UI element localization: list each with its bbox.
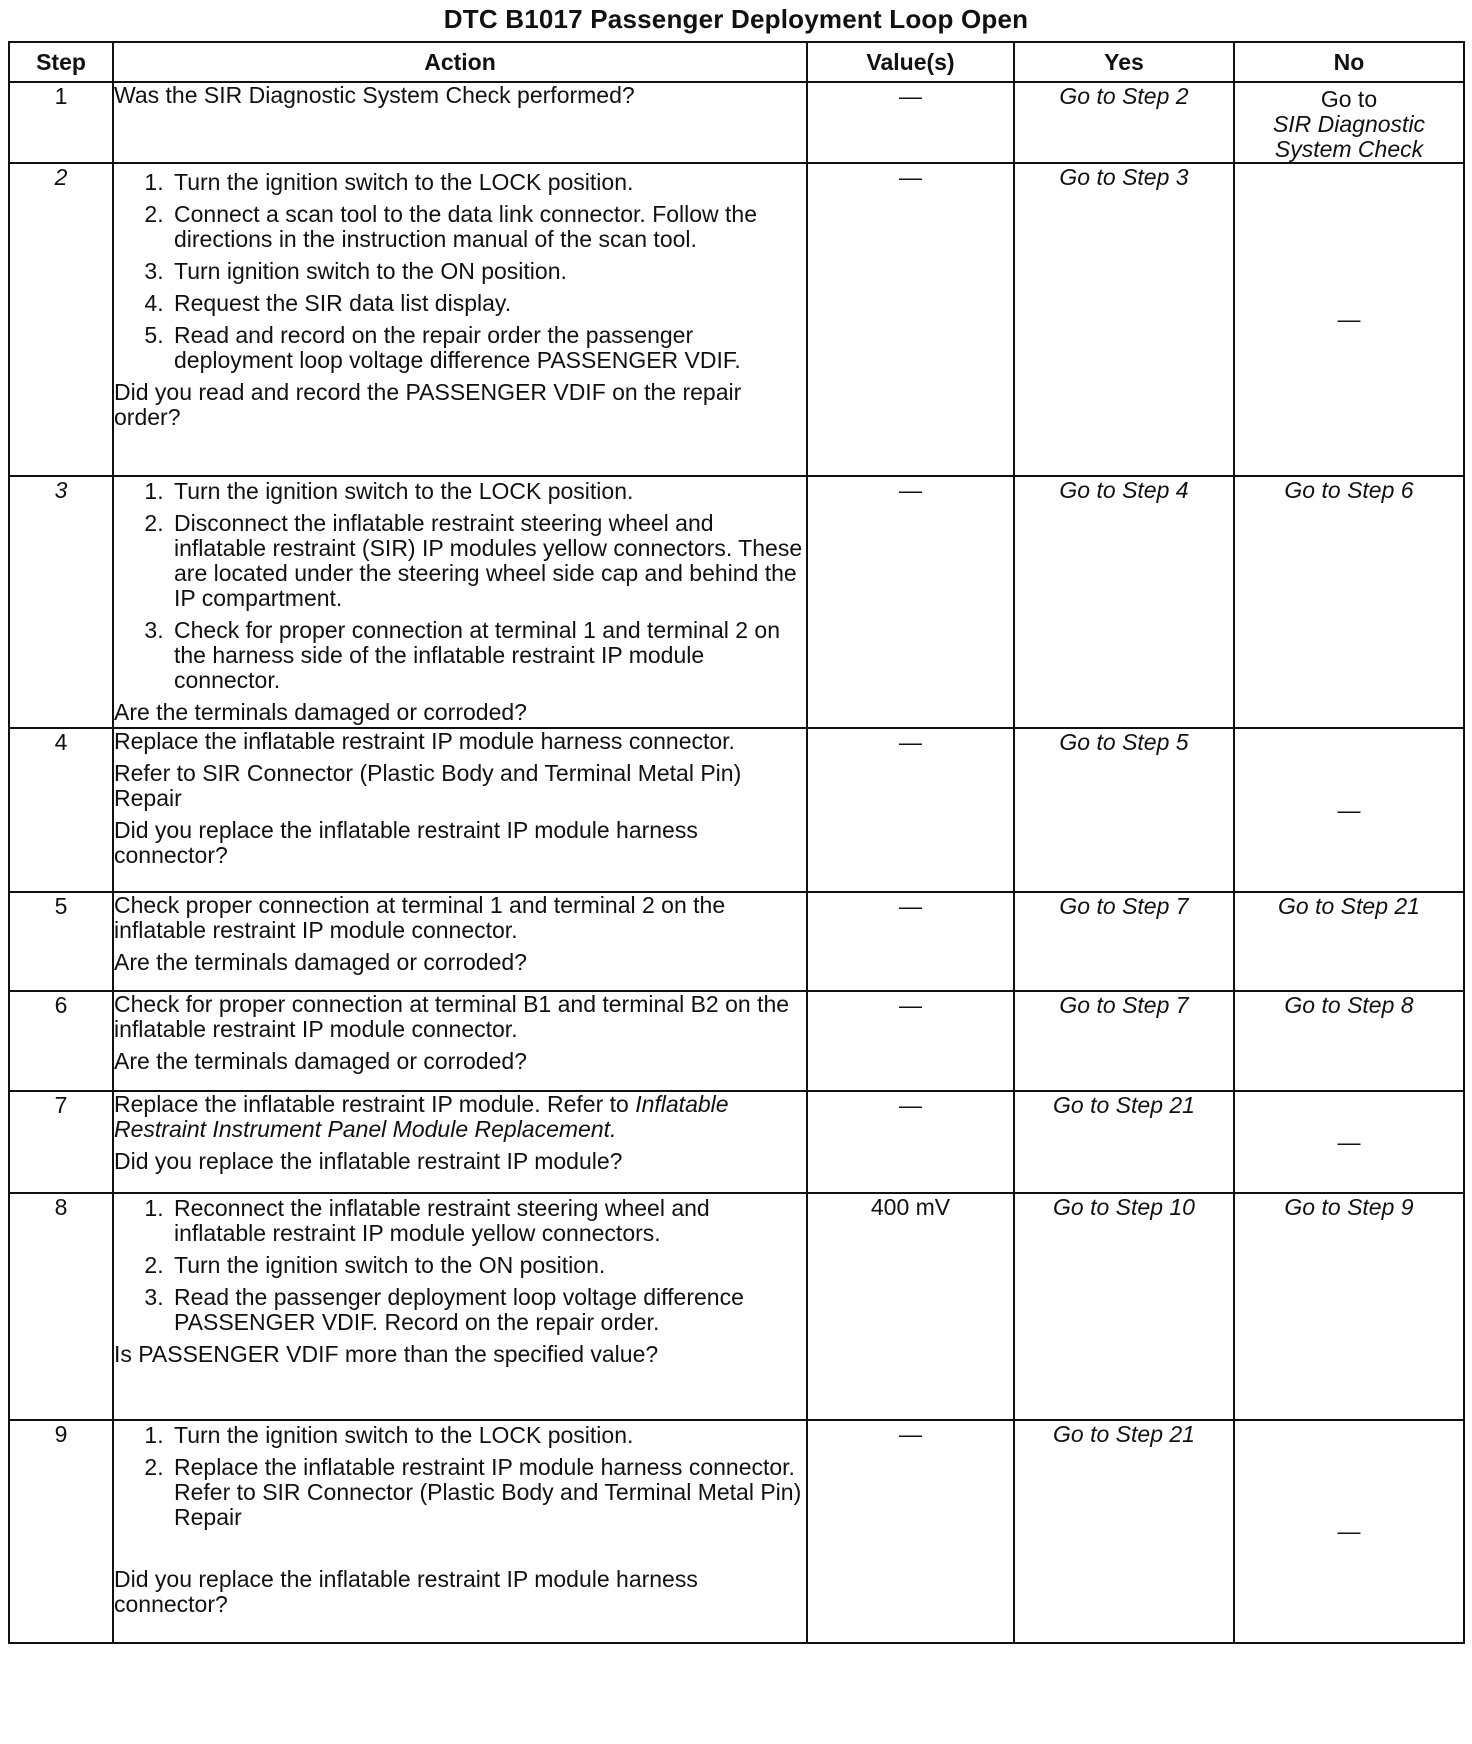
table-row xyxy=(9,728,1464,892)
list-item: 1. Reconnect the inflatable restraint steering wheel and inflatable restraint IP module yellow connectors. xyxy=(170,1196,806,1246)
action-cell xyxy=(113,163,807,476)
question-text: Did you replace the inflatable restraint IP module harness connector? xyxy=(114,1566,698,1617)
header-action: Action xyxy=(113,42,807,82)
table-row xyxy=(9,1091,1464,1193)
list-item: 2. Turn the ignition switch to the ON position. xyxy=(170,1253,806,1278)
list-item: 4. Request the SIR data list display. xyxy=(170,291,806,316)
yes-link[interactable]: Go to Step 7 xyxy=(1059,992,1189,1018)
instruction-list xyxy=(114,1423,806,1530)
list-item: 3. Turn ignition switch to the ON position. xyxy=(170,259,806,284)
yes-cell xyxy=(1014,163,1234,476)
yes-link[interactable]: Go to Step 4 xyxy=(1059,477,1189,503)
question-text: Are the terminals damaged or corroded? xyxy=(114,699,527,725)
table-row xyxy=(9,892,1464,991)
yes-cell xyxy=(1014,892,1234,991)
no-link-prefix: Go to xyxy=(1320,86,1378,112)
table-row xyxy=(9,1420,1464,1643)
step-number: 7 xyxy=(9,1091,113,1193)
yes-cell xyxy=(1014,728,1234,892)
yes-cell xyxy=(1014,476,1234,728)
action-cell xyxy=(113,1193,807,1420)
action-reference: Refer to SIR Connector (Plastic Body and Terminal Metal Pin) Repair xyxy=(114,760,742,811)
yes-cell xyxy=(1014,1091,1234,1193)
list-item: 1. Turn the ignition switch to the LOCK position. xyxy=(170,170,806,195)
yes-cell xyxy=(1014,1420,1234,1643)
action-cell xyxy=(113,991,807,1091)
header-value: Value(s) xyxy=(807,42,1014,82)
step-number: 2 xyxy=(9,163,113,476)
yes-link[interactable]: Go to Step 2 xyxy=(1059,83,1189,109)
question-text: Are the terminals damaged or corroded? xyxy=(114,949,527,975)
question-text: Is PASSENGER VDIF more than the specified value? xyxy=(114,1341,659,1367)
header-step: Step xyxy=(9,42,113,82)
action-cell xyxy=(113,1420,807,1643)
list-item: 2. Replace the inflatable restraint IP module harness connector. Refer to SIR Connector (Plastic Body and Terminal Metal Pin) Repair xyxy=(170,1455,806,1530)
question-text: Did you replace the inflatable restraint IP module harness connector? xyxy=(114,817,698,868)
no-link-target: SIR Diagnostic System Check xyxy=(1272,111,1426,162)
no-cell: — xyxy=(1234,163,1464,476)
header-no: No xyxy=(1234,42,1464,82)
diagnostic-table xyxy=(8,41,1465,1644)
step-number: 8 xyxy=(9,1193,113,1420)
table-row xyxy=(9,476,1464,728)
yes-link[interactable]: Go to Step 7 xyxy=(1059,893,1189,919)
list-item: 3. Read the passenger deployment loop voltage difference PASSENGER VDIF. Record on the repair order. xyxy=(170,1285,806,1335)
value-cell: — xyxy=(807,1091,1014,1193)
yes-link[interactable]: Go to Step 10 xyxy=(1053,1194,1195,1220)
action-cell xyxy=(113,728,807,892)
list-item: 3. Check for proper connection at terminal 1 and terminal 2 on the harness side of the inflatable restraint IP module connector. xyxy=(170,618,806,693)
value-cell: — xyxy=(807,82,1014,163)
action-cell xyxy=(113,1091,807,1193)
table-row xyxy=(9,1193,1464,1420)
no-cell: — xyxy=(1234,1420,1464,1643)
step-number: 3 xyxy=(9,476,113,728)
action-text xyxy=(114,1092,806,1142)
action-text: Check for proper connection at terminal B1 and terminal B2 on the inflatable restraint IP module connector. xyxy=(114,991,790,1042)
procedure-reference[interactable]: Inflatable Restraint Instrument Panel Module Replacement. xyxy=(114,1091,729,1142)
value-cell: — xyxy=(807,728,1014,892)
value-cell: 400 mV xyxy=(807,1193,1014,1420)
yes-cell xyxy=(1014,1193,1234,1420)
table-row xyxy=(9,82,1464,163)
list-item: 2. Disconnect the inflatable restraint steering wheel and inflatable restraint (SIR) IP modules yellow connectors. These are located under the steering wheel side cap and behind the IP compartment. xyxy=(170,511,806,611)
step-number: 6 xyxy=(9,991,113,1091)
no-cell xyxy=(1234,1193,1464,1420)
action-cell xyxy=(113,82,807,163)
list-item: 2. Connect a scan tool to the data link connector. Follow the directions in the instruction manual of the scan tool. xyxy=(170,202,806,252)
no-link[interactable]: Go to Step 8 xyxy=(1284,992,1414,1018)
no-cell xyxy=(1234,991,1464,1091)
question-text: Was the SIR Diagnostic System Check performed? xyxy=(114,82,635,108)
value-cell: — xyxy=(807,476,1014,728)
no-cell xyxy=(1234,892,1464,991)
action-text: Replace the inflatable restraint IP module harness connector. xyxy=(114,728,735,754)
document-title: DTC B1017 Passenger Deployment Loop Open xyxy=(443,4,1029,34)
no-link[interactable]: Go to Step 9 xyxy=(1284,1194,1414,1220)
header-yes: Yes xyxy=(1014,42,1234,82)
no-link[interactable]: Go to Step 21 xyxy=(1278,893,1420,919)
yes-cell xyxy=(1014,991,1234,1091)
step-number: 9 xyxy=(9,1420,113,1643)
table-row xyxy=(9,991,1464,1091)
step-number: 5 xyxy=(9,892,113,991)
action-text-lead: Replace the inflatable restraint IP module. Refer to xyxy=(114,1091,629,1117)
action-text: Check proper connection at terminal 1 and terminal 2 on the inflatable restraint IP module connector. xyxy=(114,892,726,943)
value-cell: — xyxy=(807,892,1014,991)
table-header-row xyxy=(9,42,1464,82)
list-item: 1. Turn the ignition switch to the LOCK position. xyxy=(170,1423,806,1448)
no-link[interactable] xyxy=(1235,83,1463,162)
no-cell xyxy=(1234,82,1464,163)
no-link[interactable]: Go to Step 6 xyxy=(1284,477,1414,503)
question-text: Did you replace the inflatable restraint IP module? xyxy=(114,1148,623,1174)
no-cell: — xyxy=(1234,1091,1464,1193)
step-number: 4 xyxy=(9,728,113,892)
action-cell xyxy=(113,892,807,991)
instruction-list xyxy=(114,170,806,373)
yes-cell xyxy=(1014,82,1234,163)
step-number: 1 xyxy=(9,82,113,163)
list-item: 5. Read and record on the repair order the passenger deployment loop voltage difference PASSENGER VDIF. xyxy=(170,323,806,373)
value-cell: — xyxy=(807,991,1014,1091)
question-text: Did you read and record the PASSENGER VDIF on the repair order? xyxy=(114,379,742,430)
yes-link[interactable]: Go to Step 21 xyxy=(1053,1421,1195,1447)
value-cell: — xyxy=(807,1420,1014,1643)
instruction-list xyxy=(114,479,806,693)
no-cell xyxy=(1234,476,1464,728)
action-cell xyxy=(113,476,807,728)
yes-link[interactable]: Go to Step 5 xyxy=(1059,729,1189,755)
table-row xyxy=(9,163,1464,476)
yes-link[interactable]: Go to Step 21 xyxy=(1053,1092,1195,1118)
value-cell: — xyxy=(807,163,1014,476)
list-item: 1. Turn the ignition switch to the LOCK position. xyxy=(170,479,806,504)
yes-link[interactable]: Go to Step 3 xyxy=(1059,164,1189,190)
instruction-list xyxy=(114,1196,806,1335)
question-text: Are the terminals damaged or corroded? xyxy=(114,1048,527,1074)
no-cell: — xyxy=(1234,728,1464,892)
